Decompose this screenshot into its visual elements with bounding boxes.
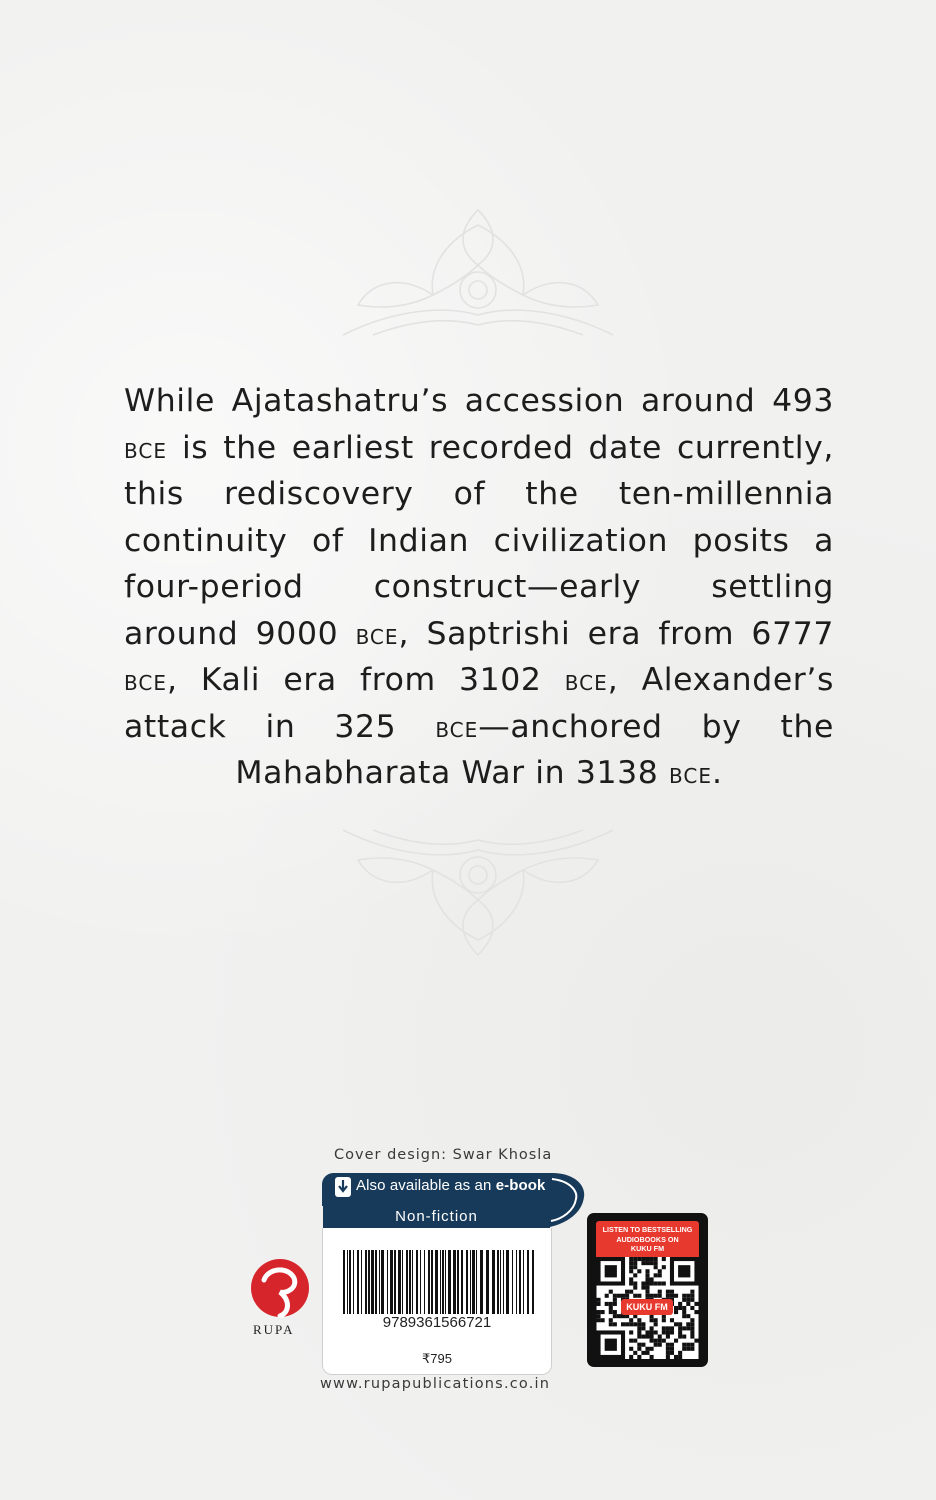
- isbn-barcode: [339, 1248, 539, 1316]
- rupa-logo-icon: [250, 1258, 310, 1318]
- era-abbreviation: bce: [124, 663, 167, 697]
- blurb-segment: —anchored by the Mahabharata War in 3138: [235, 708, 834, 791]
- era-abbreviation: bce: [355, 616, 399, 651]
- era-abbreviation: bce: [124, 430, 167, 465]
- price-label: ₹795: [422, 1351, 452, 1366]
- publisher-url: www.rupapublications.co.in: [320, 1376, 551, 1392]
- blurb-segment: While Ajatashatru’s accession around 493: [124, 383, 834, 419]
- era-abbreviation: bce: [435, 709, 479, 744]
- blurb-segment: , Alexander’s attack in 325: [124, 662, 834, 745]
- mandala-ornament-top: [333, 205, 623, 345]
- kuku-line-1: LISTEN TO BESTSELLING: [602, 1225, 693, 1234]
- genre-label: Non-fiction: [323, 1206, 550, 1228]
- blurb-segment: , Saptrishi era from 6777: [398, 615, 834, 652]
- blurb-segment: .: [712, 755, 723, 791]
- kuku-fm-badge: KUKU FM: [621, 1299, 673, 1315]
- kuku-fm-qr-card: [587, 1213, 708, 1367]
- kuku-fm-header: [596, 1221, 699, 1259]
- era-abbreviation: bce: [564, 663, 608, 697]
- download-icon: [333, 1176, 353, 1198]
- cover-design-credit: Cover design: Swar Khosla: [334, 1147, 553, 1163]
- isbn-number: 9789361566721: [382, 1314, 492, 1331]
- kuku-line-3: KUKU FM: [630, 1244, 665, 1253]
- barcode-panel: [322, 1228, 552, 1375]
- publisher-name: RUPA: [253, 1322, 295, 1337]
- era-abbreviation: bce: [669, 756, 712, 790]
- mandala-ornament-bottom: [333, 820, 623, 960]
- blurb-text: [124, 378, 834, 797]
- blurb-segment: is the earliest recorded date currently, this rediscovery of the ten-millennia continuity of Indian civilization posits a four-period construct—early settling around 9000: [124, 429, 834, 652]
- ebook-availability-text: Also available as an e-book: [356, 1177, 546, 1194]
- kuku-line-2: AUDIOBOOKS ON: [616, 1234, 679, 1244]
- blurb-segment: , Kali era from 3102: [166, 662, 565, 698]
